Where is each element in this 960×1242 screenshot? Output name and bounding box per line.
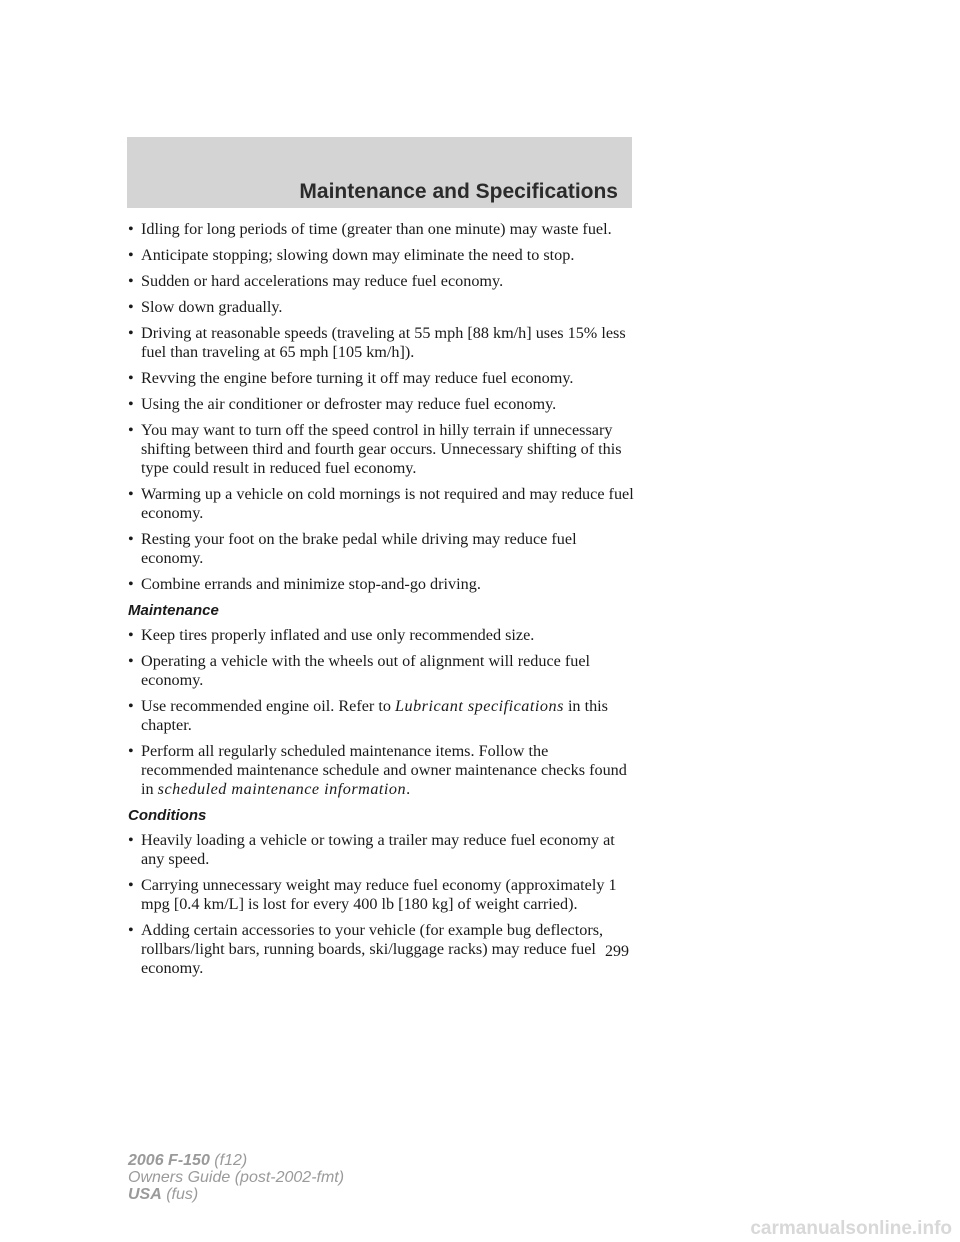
list-item: • Revving the engine before turning it off may reduce fuel economy. [128, 369, 574, 387]
bullet-icon: • [128, 575, 134, 593]
page-number: 299 [605, 943, 629, 960]
scheduled-maintenance-reference: scheduled maintenance information [157, 780, 407, 798]
list-item: • Anticipate stopping; slowing down may eliminate the need to stop. [128, 246, 575, 264]
list-item: • Driving at reasonable speeds (traveling at 55 mph [88 km/h] uses 15% less fuel than traveling at 65 mph [105 km/h]). [128, 324, 626, 361]
watermark: carmanualsonline.info [750, 1218, 952, 1239]
bullet-icon: • [128, 246, 134, 264]
list-item: • Carrying unnecessary weight may reduce fuel economy (approximately 1 mpg [0.4 km/L] is lost for every 400 lb [180 kg] of weight carried). [128, 876, 617, 913]
list-item: • Combine errands and minimize stop-and-go driving. [128, 575, 481, 593]
bullet-icon: • [128, 831, 134, 849]
lubricant-specifications-reference: Lubricant specifications [394, 697, 564, 715]
conditions-heading: Conditions [128, 807, 207, 824]
list-item: • Perform all regularly scheduled maintenance items. Follow the recommended maintenance schedule and owner maintenance checks found in scheduled maintenance information. [128, 742, 627, 798]
list-item: • Operating a vehicle with the wheels out of alignment will reduce fuel economy. [128, 652, 591, 689]
bullet-icon: • [128, 697, 134, 715]
list-item: • Slow down gradually. [128, 298, 283, 316]
list-item: • Sudden or hard accelerations may reduce fuel economy. [128, 272, 504, 290]
list-item: • Keep tires properly inflated and use only recommended size. [128, 626, 535, 644]
bullet-icon: • [128, 742, 134, 760]
bullet-icon: • [128, 324, 134, 342]
bullet-icon: • [128, 220, 134, 238]
conditions-list [128, 831, 638, 978]
bullet-icon: • [128, 485, 134, 503]
bullet-icon: • [128, 298, 134, 316]
bullet-icon: • [128, 921, 134, 939]
bullet-icon: • [128, 369, 134, 387]
list-item: • Idling for long periods of time (greater than one minute) may waste fuel. [128, 220, 612, 238]
list-item: • You may want to turn off the speed control in hilly terrain if unnecessary shifting between third and fourth gear occurs. Unnecessary shifting of this type could result in reduced fuel economy. [128, 421, 622, 477]
section-title: Maintenance and Specifications [299, 180, 618, 203]
list-item: • Use recommended engine oil. Refer to Lubricant specifications in this chapter. [128, 697, 608, 734]
bullet-icon: • [128, 421, 134, 439]
driving-tips-list [128, 220, 638, 594]
list-item: • Adding certain accessories to your vehicle (for example bug deflectors, rollbars/light bars, running boards, ski/luggage racks) may reduce fuel economy. [128, 921, 604, 977]
footer-guide-line: Owners Guide (post-2002-fmt) [128, 1169, 345, 1186]
maintenance-list [128, 626, 638, 799]
bullet-icon: • [128, 395, 134, 413]
page-content [128, 220, 638, 985]
footer-market-line: USA (fus) [128, 1186, 199, 1203]
list-item: • Resting your foot on the brake pedal while driving may reduce fuel economy. [128, 530, 577, 567]
bullet-icon: • [128, 272, 134, 290]
maintenance-heading: Maintenance [128, 602, 219, 619]
bullet-icon: • [128, 626, 134, 644]
list-item: • Heavily loading a vehicle or towing a trailer may reduce fuel economy at any speed. [128, 831, 615, 868]
list-item: • Using the air conditioner or defroster may reduce fuel economy. [128, 395, 557, 413]
document-footer [128, 1152, 344, 1203]
section-header-band [127, 137, 632, 208]
bullet-icon: • [128, 876, 134, 894]
bullet-icon: • [128, 652, 134, 670]
footer-model-line: 2006 F-150 (f12) [128, 1152, 248, 1169]
bullet-icon: • [128, 530, 134, 548]
list-item: • Warming up a vehicle on cold mornings is not required and may reduce fuel economy. [128, 485, 634, 522]
